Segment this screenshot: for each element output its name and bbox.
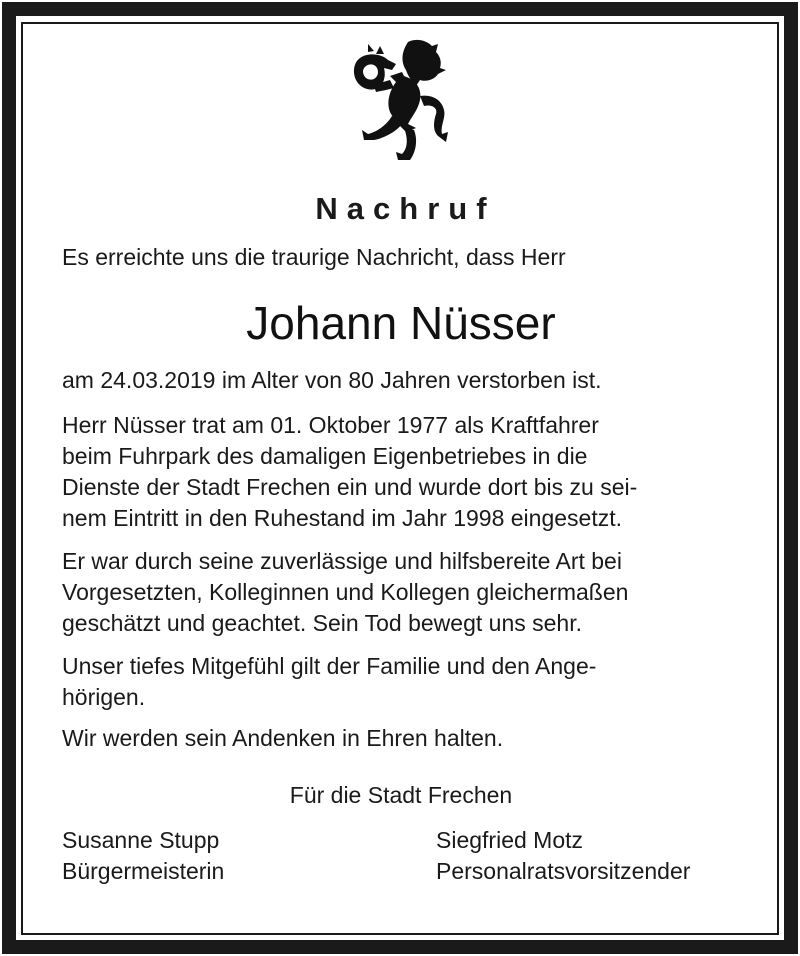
signer-title: Bürgermeisterin: [62, 858, 225, 884]
notice-content: [62, 22, 740, 891]
heading-nachruf: Nachruf: [315, 191, 496, 226]
intro-line: Es erreichte uns die traurige Nachricht, dass Herr: [62, 244, 566, 270]
signer-name: Susanne Stupp: [62, 827, 220, 853]
signer-name: Siegfried Motz: [436, 827, 584, 853]
on-behalf-line: Für die Stadt Frechen: [289, 782, 513, 808]
lion-rampant-icon: [346, 36, 456, 164]
paragraph-line: Vorgesetzten, Kolleginnen und Kollegen gleichermaßen: [62, 579, 629, 605]
paragraph-line: geschätzt und geachtet. Sein Tod bewegt uns sehr.: [62, 610, 582, 636]
career-paragraph: [62, 410, 740, 534]
paragraph-line: Er war durch seine zuverlässige und hilfsbereite Art bei: [62, 548, 622, 574]
paragraph-line: hörigen.: [62, 684, 146, 710]
condolence-paragraph: [62, 651, 740, 713]
character-paragraph: [62, 546, 740, 639]
death-date-line: am 24.03.2019 im Alter von 80 Jahren verstorben ist.: [62, 367, 602, 393]
closing-line: Wir werden sein Andenken in Ehren halten.: [62, 725, 504, 751]
signer-council-chair: [436, 825, 690, 887]
paragraph-line: Dienste der Stadt Frechen ein und wurde dort bis zu sei-: [62, 474, 638, 500]
signatures: [62, 825, 740, 891]
paragraph-line: nem Eintritt in den Ruhestand im Jahr 1998 eingesetzt.: [62, 505, 622, 531]
signer-mayor: [62, 825, 224, 887]
paragraph-line: Herr Nüsser trat am 01. Oktober 1977 als Kraftfahrer: [62, 412, 599, 438]
signer-title: Personalratsvorsitzender: [436, 858, 691, 884]
paragraph-line: Unser tiefes Mitgefühl gilt der Familie und den Ange-: [62, 653, 597, 679]
paragraph-line: beim Fuhrpark des damaligen Eigenbetriebes in die: [62, 443, 588, 469]
deceased-name: Johann Nüsser: [246, 297, 556, 349]
